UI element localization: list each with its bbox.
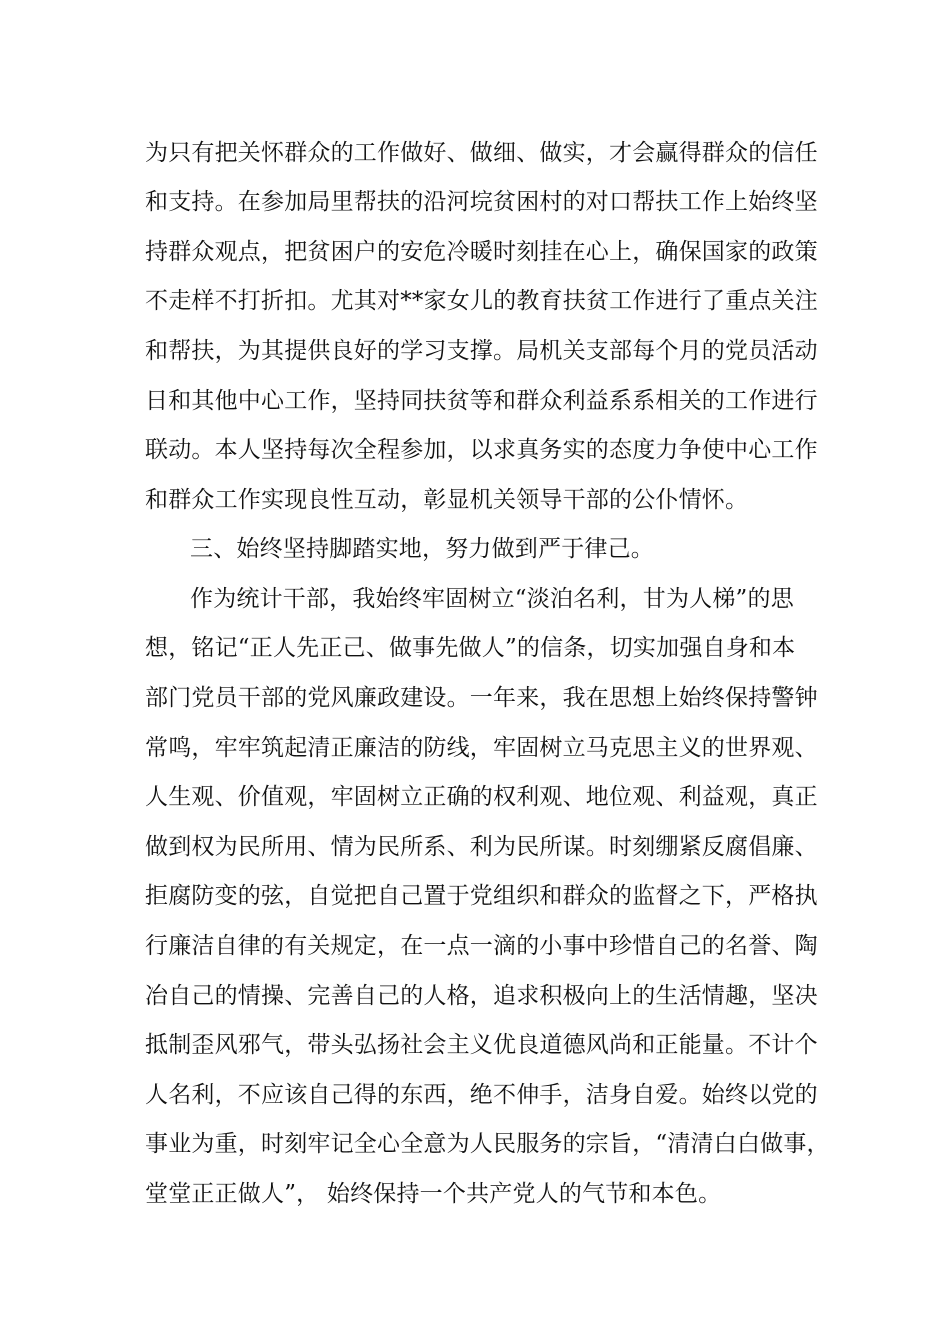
text-line: 和帮扶，为其提供良好的学习支撑。局机关支部每个月的党员活动	[145, 338, 818, 364]
text-line: 想，铭记“正人先正己、做事先做人”的信条，切实加强自身和本	[145, 635, 796, 661]
text-line: 持群众观点，把贫困户的安危冷暖时刻挂在心上，确保国家的政策	[145, 239, 818, 265]
text-line: 和群众工作实现良性互动，彰显机关领导干部的公仆情怀。	[145, 487, 749, 513]
text-line: 日和其他中心工作，坚持同扶贫等和群众利益系系相关的工作进行	[145, 388, 818, 414]
text-line: 做到权为民所用、情为民所系、利为民所谋。时刻绷紧反腐倡廉、	[145, 834, 818, 860]
text-line: 人生观、价值观，牢固树立正确的权利观、地位观、利益观，真正	[145, 784, 818, 810]
text-line: 人名利，不应该自己得的东西，绝不伸手，洁身自爱。始终以党的	[145, 1082, 818, 1108]
text-line: 抵制歪风邪气，带头弘扬社会主义优良道德风尚和正能量。不计个	[145, 1032, 818, 1058]
text-line: 作为统计干部，我始终牢固树立“淡泊名利，甘为人梯”的思	[190, 586, 794, 612]
text-line: 和支持。在参加局里帮扶的沿河垸贫困村的对口帮扶工作上始终坚	[145, 189, 818, 215]
section-heading: 三、始终坚持脚踏实地，努力做到严于律己。	[190, 536, 654, 562]
text-line: 行廉洁自律的有关规定，在一点一滴的小事中珍惜自己的名誉、陶	[145, 933, 818, 959]
text-line: 事业为重，时刻牢记全心全意为人民服务的宗旨，“清清白白做事，	[145, 1131, 830, 1157]
text-line: 常鸣，牢牢筑起清正廉洁的防线，牢固树立马克思主义的世界观、	[145, 735, 818, 761]
text-line: 堂堂正正做人”， 始终保持一个共产党人的气节和本色。	[145, 1181, 722, 1207]
text-line: 联动。本人坚持每次全程参加，以求真务实的态度力争使中心工作	[145, 437, 818, 463]
text-line: 部门党员干部的党风廉政建设。一年来，我在思想上始终保持警钟	[145, 685, 818, 711]
text-line: 为只有把关怀群众的工作做好、做细、做实，才会赢得群众的信任	[145, 140, 818, 166]
text-line: 拒腐防变的弦，自觉把自己置于党组织和群众的监督之下，严格执	[145, 883, 818, 909]
text-line: 不走样不打折扣。尤其对**家女儿的教育扶贫工作进行了重点关注	[145, 288, 818, 314]
text-line: 冶自己的情操、完善自己的人格，追求积极向上的生活情趣，坚决	[145, 983, 818, 1009]
